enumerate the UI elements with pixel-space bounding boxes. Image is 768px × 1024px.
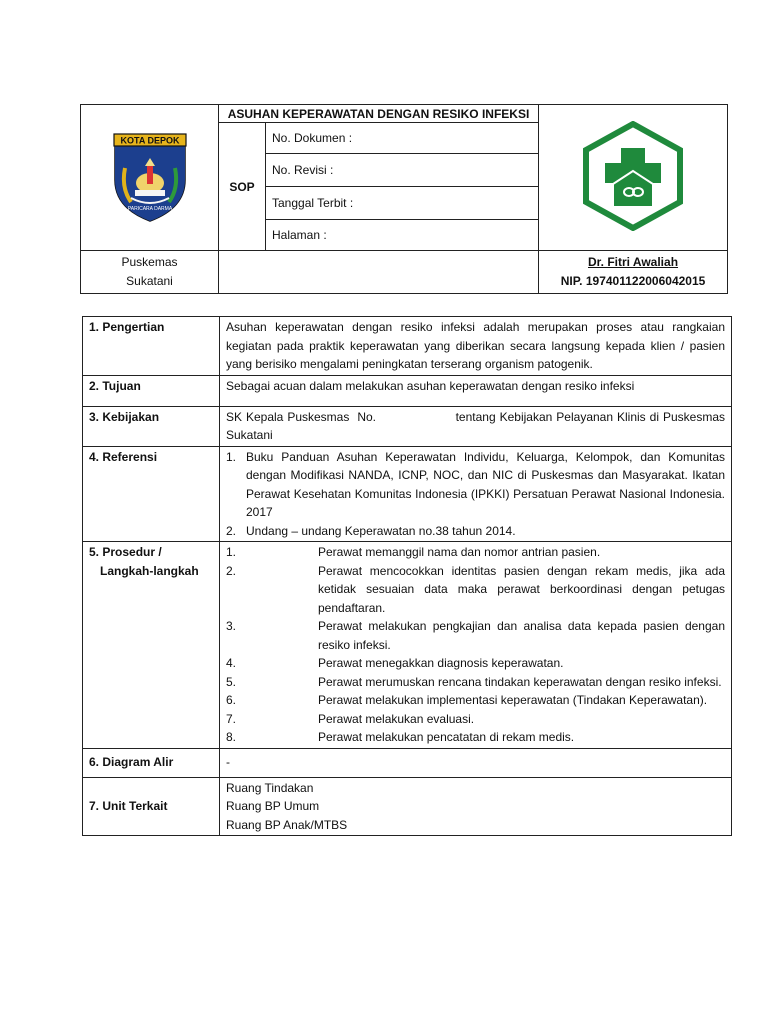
empty-footer-cell	[219, 251, 539, 294]
kota-depok-emblem-icon	[111, 128, 189, 224]
puskesmas-cross-icon	[583, 121, 683, 231]
step-6: Perawat melakukan implementasi keperawatan (Tindakan Keperawatan).	[318, 693, 708, 707]
referensi-list	[226, 448, 725, 541]
field-halaman: Halaman :	[266, 220, 539, 251]
field-tanggal-terbit: Tanggal Terbit :	[266, 187, 539, 220]
list-item: 7. Perawat melakukan evaluasi.	[226, 710, 725, 729]
unit-item-2: Ruang BP Umum	[226, 799, 320, 813]
unit-item-3: Ruang BP Anak/MTBS	[226, 817, 348, 832]
unit-terkait-cell	[220, 777, 732, 836]
list-item: 6. Perawat melakukan implementasi keperawatan (Tindakan Keperawatan).	[226, 691, 725, 710]
document-title: ASUHAN KEPERAWATAN DENGAN RESIKO INFEKSI	[219, 105, 539, 123]
right-logo-cell	[539, 105, 728, 251]
list-item: 2. Perawat mencocokkan identitas pasien dengan rekam medis, jika ada ketidak sesuaian data maka perawat berkoordinasi dengan petugas pendaftaran.	[226, 562, 725, 618]
text-kebijakan: SK Kepala Puskesmas No. tentang Kebijakan Pelayanan Klinis di Puskesmas Sukatani	[220, 406, 732, 446]
label-diagram-alir: 6. Diagram Alir	[83, 748, 220, 777]
left-logo-cell	[81, 105, 219, 251]
referensi-item-2: Undang – undang Keperawatan no.38 tahun 2014.	[246, 523, 516, 538]
referensi-list-cell	[220, 446, 732, 542]
label-referensi: 4. Referensi	[83, 446, 220, 542]
label-kebijakan: 3. Kebijakan	[83, 406, 220, 446]
label-prosedur	[83, 542, 220, 749]
text-pengertian: Asuhan keperawatan dengan resiko infeksi adalah merupakan proses atau rangkaian kegiatan pada praktik keperawatan yang diberikan secara langsung kepada klien / pasien yang berisiko mengalami peningkatan terserang organism patogenik.	[220, 317, 732, 376]
row-referensi	[83, 446, 732, 542]
list-item: 3. Perawat melakukan pengkajian dan analisa data kepada pasien dengan resiko infeksi.	[226, 617, 725, 654]
step-1: Perawat memanggil nama dan nomor antrian pasien.	[318, 545, 601, 559]
label-tujuan: 2. Tujuan	[83, 375, 220, 406]
text-diagram-alir: -	[220, 748, 732, 777]
field-no-dokumen: No. Dokumen :	[266, 123, 539, 154]
sop-content-table	[82, 316, 732, 836]
organization-line2: Sukatani	[126, 274, 173, 288]
list-item: 2. Undang – undang Keperawatan no.38 tahun 2014.	[226, 523, 516, 538]
step-8: Perawat melakukan pencatatan di rekam medis.	[318, 730, 575, 744]
unit-item-1: Ruang Tindakan	[226, 780, 314, 795]
emblem-banner-text: KOTA DEPOK	[119, 135, 180, 146]
sop-header-table	[80, 104, 728, 294]
list-item: 1. Perawat memanggil nama dan nomor antrian pasien.	[226, 543, 725, 562]
label-pengertian: 1. Pengertian	[83, 317, 220, 376]
label-unit-terkait: 7. Unit Terkait	[83, 777, 220, 836]
prosedur-steps-cell	[220, 542, 732, 749]
row-unit-terkait	[83, 777, 732, 836]
row-kebijakan	[83, 406, 732, 446]
step-5: Perawat merumuskan rencana tindakan keperawatan dengan resiko infeksi.	[318, 674, 722, 689]
list-item: 8. Perawat melakukan pencatatan di rekam medis.	[226, 728, 725, 747]
row-tujuan	[83, 375, 732, 406]
organization-cell	[81, 251, 219, 294]
field-no-revisi: No. Revisi :	[266, 154, 539, 187]
emblem-motto-text: PARICARA DARMA	[127, 206, 172, 212]
step-4: Perawat menegakkan diagnosis keperawatan.	[318, 656, 564, 670]
organization-line1: Puskemas	[121, 255, 178, 269]
step-7: Perawat melakukan evaluasi.	[318, 711, 475, 726]
list-item: 5. Perawat merumuskan rencana tindakan keperawatan dengan resiko infeksi.	[226, 673, 725, 692]
list-item: 4. Perawat menegakkan diagnosis keperawatan.	[226, 654, 725, 673]
sop-label: SOP	[219, 123, 266, 251]
doctor-nip: NIP. 197401122006042015	[560, 274, 706, 288]
label-prosedur-line2: Langkah-langkah	[100, 563, 199, 578]
list-item: 1. Buku Panduan Asuhan Keperawatan Individu, Keluarga, Kelompok, dan Komunitas dengan Modifikasi NANDA, ICNP, NOC, dan NIC di Puskesmas dan Masyarakat. Ikatan Perawat Kesehatan Komunitas Indonesia (IPKKI) Persatuan Perawat Nasional Indonesia. 2017	[226, 449, 725, 519]
step-2: Perawat mencocokkan identitas pasien dengan rekam medis, jika ada ketidak sesuaian data maka perawat berkoordinasi dengan petugas pendaftaran.	[318, 563, 725, 615]
label-prosedur-line1: 5. Prosedur /	[89, 545, 162, 559]
step-3: Perawat melakukan pengkajian dan analisa data kepada pasien dengan resiko infeksi.	[318, 619, 725, 652]
referensi-item-1: Buku Panduan Asuhan Keperawatan Individu, Keluarga, Kelompok, dan Komunitas dengan Modifikasi NANDA, ICNP, NOC, dan NIC di Puskesmas dan Masyarakat. Ikatan Perawat Kesehatan Komunitas Indonesia (IPKKI) Persatuan Perawat Nasional Indonesia. 2017	[246, 449, 725, 519]
text-tujuan: Sebagai acuan dalam melakukan asuhan keperawatan dengan resiko infeksi	[220, 375, 732, 406]
prosedur-steps	[226, 543, 725, 747]
doctor-name: Dr. Fitri Awaliah	[588, 255, 679, 269]
row-diagram-alir	[83, 748, 732, 777]
row-prosedur	[83, 542, 732, 749]
signatory-cell	[539, 251, 728, 294]
row-pengertian	[83, 317, 732, 376]
